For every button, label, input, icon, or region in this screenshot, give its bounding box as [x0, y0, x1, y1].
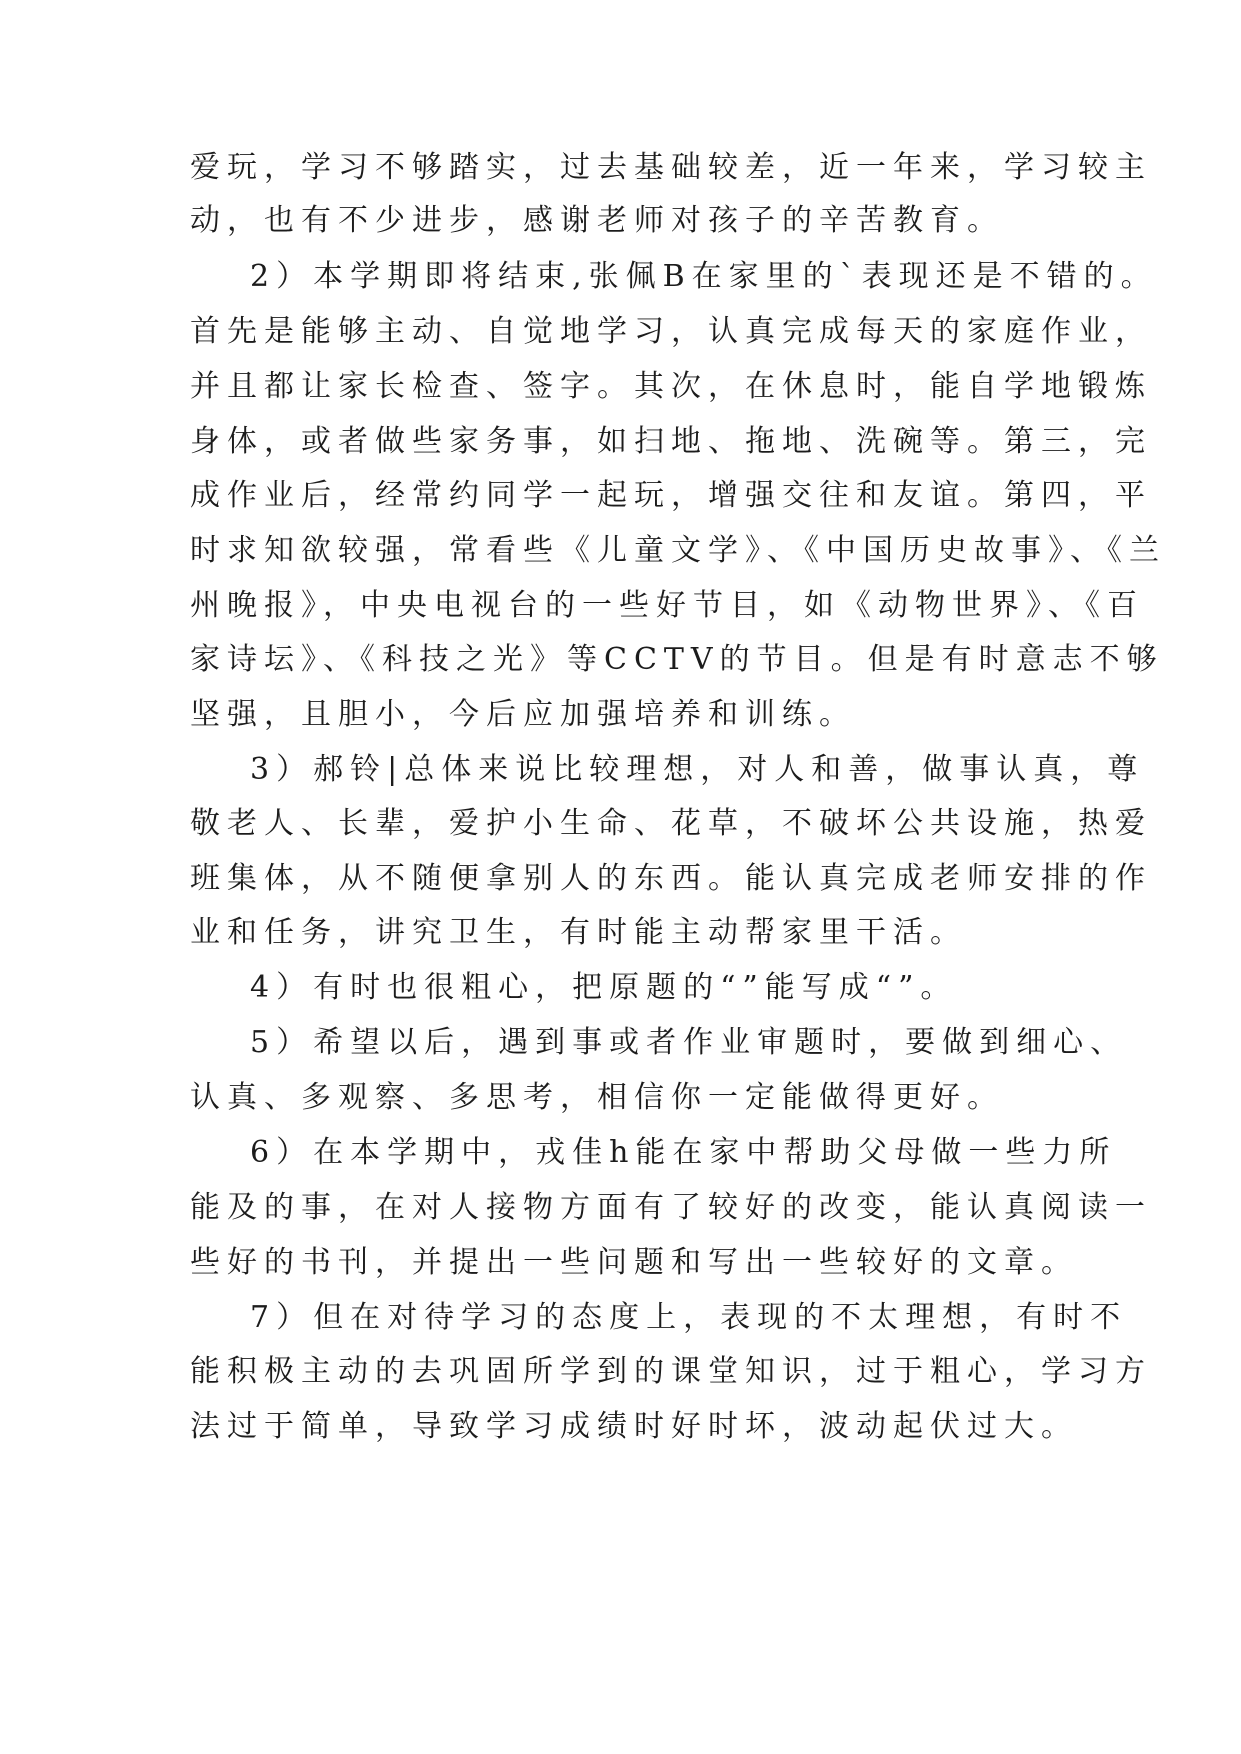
- text-line: 成作业后，经常约同学一起玩，增强交往和友谊。第四，平: [190, 478, 1152, 513]
- text-line: 能及的事，在对人接物方面有了较好的改变，能认真阅读一: [190, 1190, 1152, 1225]
- text-line: 首先是能够主动、自觉地学习，认真完成每天的家庭作业，: [190, 314, 1152, 349]
- text-line: 家诗坛》、《科技之光》等CCTV的节目。但是有时意志不够: [190, 642, 1164, 677]
- text-line: 敬老人、长辈，爱护小生命、花草，不破坏公共设施，热爱: [190, 806, 1152, 841]
- paragraph-6-start: 6）在本学期中，戎佳h能在家中帮助父母做一些力所: [250, 1135, 1117, 1170]
- paragraph-7-start: 7）但在对待学习的态度上，表现的不太理想，有时不: [250, 1300, 1128, 1335]
- text-line: 能积极主动的去巩固所学到的课堂知识，过于粗心，学习方: [190, 1354, 1152, 1389]
- text-line: 法过于简单，导致学习成绩时好时坏，波动起伏过大。: [190, 1409, 1078, 1444]
- text-line: 并且都让家长检查、签字。其次，在休息时，能自学地锻炼: [190, 369, 1152, 404]
- paragraph-4-start: 4）有时也很粗心，把原题的“”能写成“”。: [250, 970, 958, 1005]
- text-line: 州晚报》，中央电视台的一些好节目，如《动物世界》、《百: [190, 588, 1144, 623]
- text-line: 爱玩，学习不够踏实，过去基础较差，近一年来，学习较主: [190, 150, 1152, 185]
- text-line: 班集体，从不随便拿别人的东西。能认真完成老师安排的作: [190, 861, 1152, 896]
- paragraph-2-start: 2）本学期即将结束,张佩B在家里的`表现还是不错的。: [250, 259, 1158, 294]
- text-line: 身体，或者做些家务事，如扫地、拖地、洗碗等。第三，完: [190, 424, 1152, 459]
- text-line: 时求知欲较强，常看些《儿童文学》、《中国历史故事》、《兰: [190, 533, 1166, 568]
- paragraph-5-start: 5）希望以后，遇到事或者作业审题时，要做到细心、: [250, 1025, 1128, 1060]
- text-line: 认真、多观察、多思考，相信你一定能做得更好。: [190, 1080, 1004, 1115]
- text-line: 动，也有不少进步，感谢老师对孩子的辛苦教育。: [190, 203, 1004, 238]
- text-line: 业和任务，讲究卫生，有时能主动帮家里干活。: [190, 915, 967, 950]
- paragraph-3-start: 3）郝铃|总体来说比较理想，对人和善，做事认真，尊: [250, 752, 1145, 787]
- text-line: 坚强，且胆小，今后应加强培养和训练。: [190, 697, 856, 732]
- text-line: 些好的书刊，并提出一些问题和写出一些较好的文章。: [190, 1245, 1078, 1280]
